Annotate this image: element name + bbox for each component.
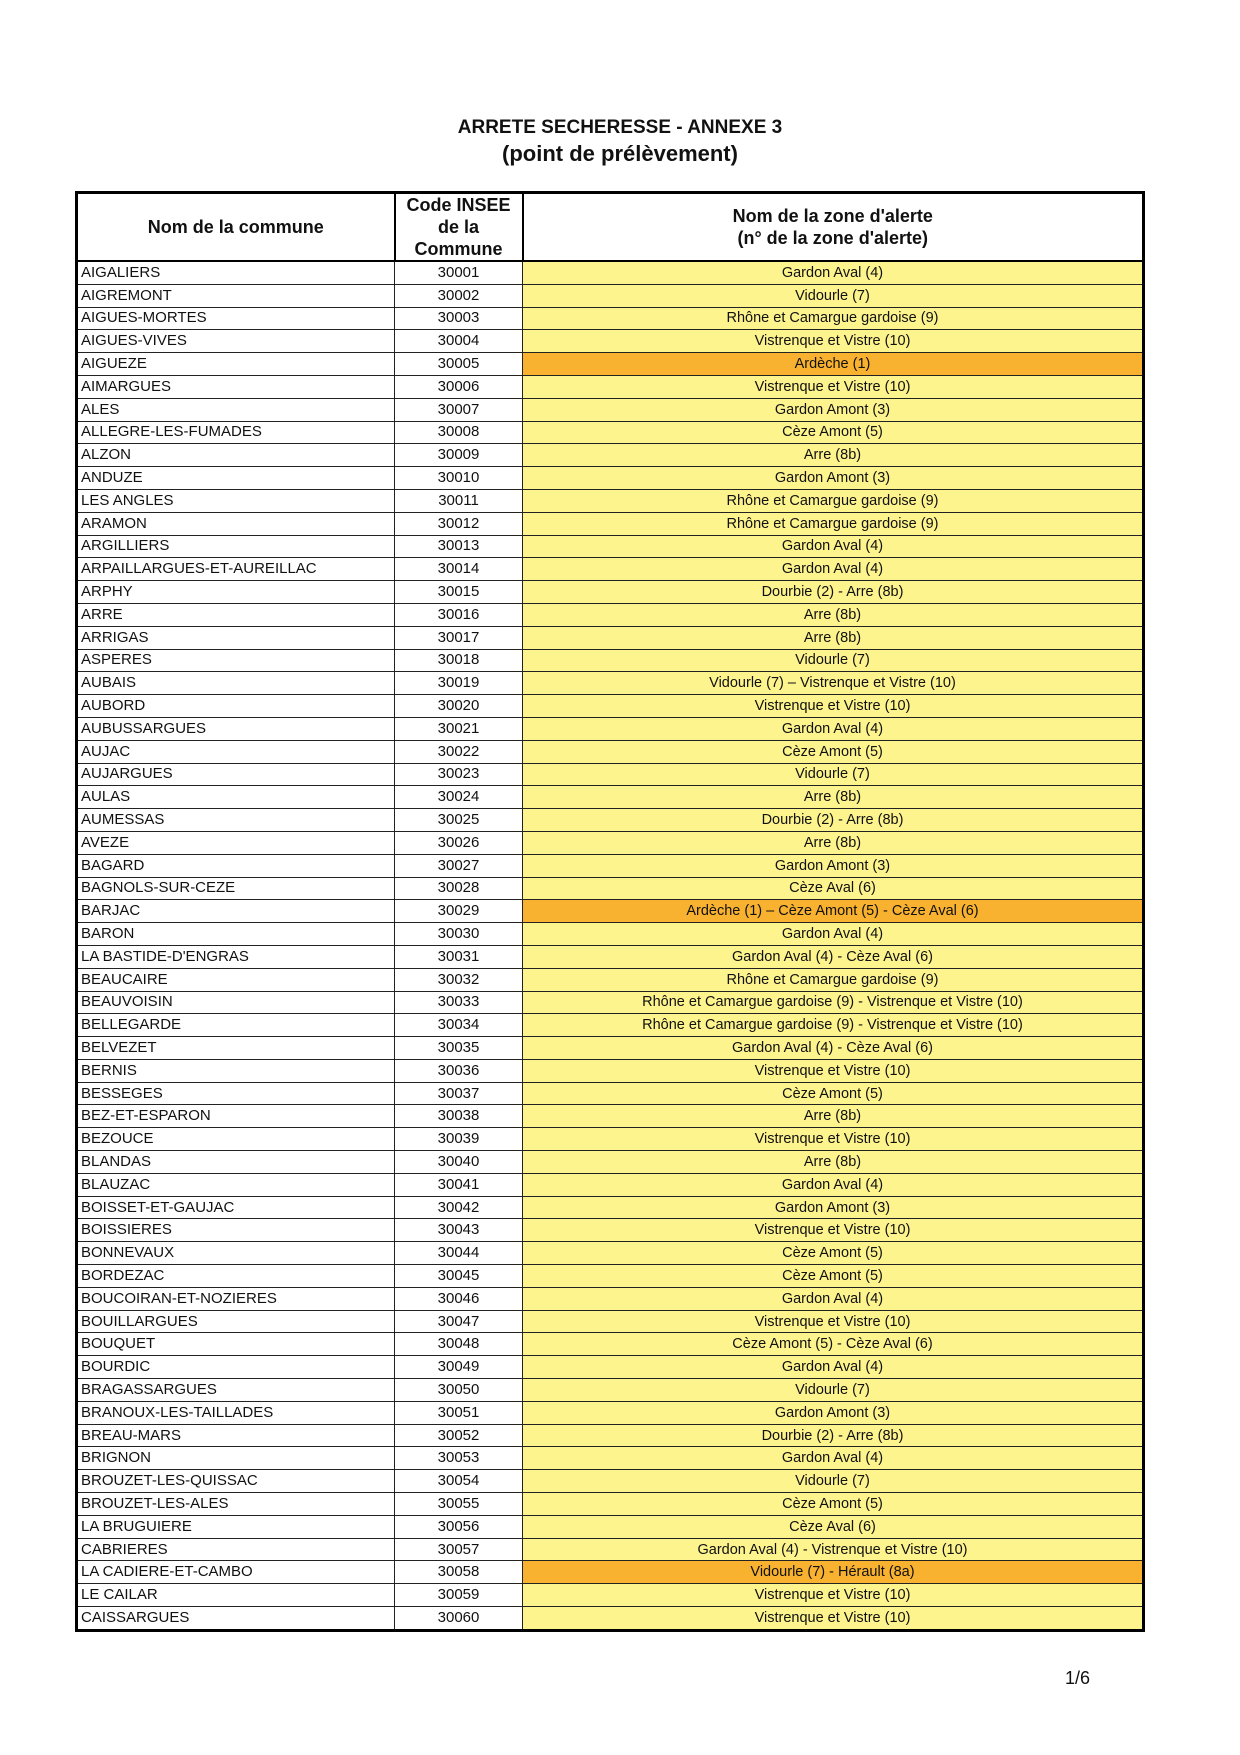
table-row [77, 1037, 1144, 1060]
commune-name-cell: LA BASTIDE-D'ENGRAS [77, 945, 395, 968]
code-insee-cell: 30002 [395, 284, 523, 307]
code-insee-cell: 30059 [395, 1584, 523, 1607]
alert-zone-cell: Rhône et Camargue gardoise (9) [523, 968, 1144, 991]
table-row [77, 535, 1144, 558]
commune-name-cell: BORDEZAC [77, 1265, 395, 1288]
document-subtitle: (point de prélèvement) [502, 141, 738, 166]
alert-zone-cell: Rhône et Camargue gardoise (9) [523, 489, 1144, 512]
alert-zone-cell: Gardon Amont (3) [523, 854, 1144, 877]
table-row [77, 626, 1144, 649]
header-code-line2: de la [437, 217, 480, 237]
page-number: 1/6 [1065, 1668, 1091, 1688]
code-insee-cell: 30005 [395, 353, 523, 376]
commune-name-cell: AIMARGUES [77, 375, 395, 398]
code-insee-cell: 30042 [395, 1196, 523, 1219]
commune-name-cell: ASPERES [77, 649, 395, 672]
alert-zone-cell: Vistrenque et Vistre (10) [523, 1219, 1144, 1242]
commune-name-cell: BREAU-MARS [77, 1424, 395, 1447]
alert-zone-cell: Cèze Amont (5) [523, 421, 1144, 444]
alert-zone-cell: Gardon Aval (4) [523, 261, 1144, 284]
table-row [77, 1105, 1144, 1128]
table-row [77, 1538, 1144, 1561]
header-zone-line1: Nom de la zone d'alerte [732, 206, 933, 226]
table-row [77, 695, 1144, 718]
code-insee-cell: 30015 [395, 581, 523, 604]
table-row [77, 1424, 1144, 1447]
commune-name-cell: ARGILLIERS [77, 535, 395, 558]
table-row [77, 1607, 1144, 1631]
commune-name-cell: BOISSET-ET-GAUJAC [77, 1196, 395, 1219]
alert-zone-cell: Arre (8b) [523, 626, 1144, 649]
alert-zone-cell: Arre (8b) [523, 444, 1144, 467]
code-insee-cell: 30037 [395, 1082, 523, 1105]
table-row [77, 1493, 1144, 1516]
commune-name-cell: BOISSIERES [77, 1219, 395, 1242]
code-insee-cell: 30001 [395, 261, 523, 284]
alert-zone-cell: Gardon Aval (4) [523, 1356, 1144, 1379]
alert-zone-cell: Dourbie (2) - Arre (8b) [523, 581, 1144, 604]
table-row [77, 489, 1144, 512]
commune-name-cell: ALES [77, 398, 395, 421]
commune-name-cell: AUBAIS [77, 672, 395, 695]
table-row [77, 945, 1144, 968]
code-insee-cell: 30030 [395, 923, 523, 946]
alert-zone-cell: Cèze Amont (5) [523, 1493, 1144, 1516]
commune-name-cell: BONNEVAUX [77, 1242, 395, 1265]
code-insee-cell: 30047 [395, 1310, 523, 1333]
alert-zone-cell: Rhône et Camargue gardoise (9) [523, 307, 1144, 330]
commune-name-cell: BELLEGARDE [77, 1014, 395, 1037]
code-insee-cell: 30044 [395, 1242, 523, 1265]
code-insee-cell: 30036 [395, 1059, 523, 1082]
alert-zone-cell: Gardon Aval (4) [523, 717, 1144, 740]
code-insee-cell: 30043 [395, 1219, 523, 1242]
code-insee-cell: 30023 [395, 763, 523, 786]
table-row [77, 1470, 1144, 1493]
commune-name-cell: AIGUES-MORTES [77, 307, 395, 330]
code-insee-cell: 30020 [395, 695, 523, 718]
alert-zone-cell: Vistrenque et Vistre (10) [523, 1607, 1144, 1631]
table-row [77, 603, 1144, 626]
table-row [77, 1401, 1144, 1424]
commune-name-cell: BERNIS [77, 1059, 395, 1082]
commune-name-cell: AUBUSSARGUES [77, 717, 395, 740]
table-row [77, 1265, 1144, 1288]
table-row [77, 672, 1144, 695]
commune-name-cell: BLANDAS [77, 1151, 395, 1174]
table-row [77, 307, 1144, 330]
code-insee-cell: 30018 [395, 649, 523, 672]
alert-zone-cell: Gardon Amont (3) [523, 1196, 1144, 1219]
code-insee-cell: 30038 [395, 1105, 523, 1128]
alert-zone-table [75, 191, 1145, 1632]
commune-name-cell: BEZOUCE [77, 1128, 395, 1151]
table-row [77, 261, 1144, 284]
code-insee-cell: 30045 [395, 1265, 523, 1288]
table-row [77, 1515, 1144, 1538]
code-insee-cell: 30028 [395, 877, 523, 900]
commune-name-cell: BEAUVOISIN [77, 991, 395, 1014]
alert-zone-cell: Rhône et Camargue gardoise (9) - Vistrenque et Vistre (10) [523, 1014, 1144, 1037]
table-row [77, 1379, 1144, 1402]
code-insee-cell: 30057 [395, 1538, 523, 1561]
header-zone-line2: (n° de la zone d'alerte) [737, 228, 928, 248]
alert-zone-cell: Vidourle (7) [523, 1379, 1144, 1402]
code-insee-cell: 30014 [395, 558, 523, 581]
table-row [77, 1333, 1144, 1356]
alert-zone-cell: Vidourle (7) [523, 763, 1144, 786]
alert-zone-cell: Gardon Aval (4) [523, 535, 1144, 558]
table-row [77, 398, 1144, 421]
code-insee-cell: 30040 [395, 1151, 523, 1174]
commune-name-cell: CAISSARGUES [77, 1607, 395, 1631]
header-commune-label: Nom de la commune [147, 217, 324, 237]
header-zone [523, 193, 1144, 262]
table-row [77, 877, 1144, 900]
code-insee-cell: 30049 [395, 1356, 523, 1379]
code-insee-cell: 30056 [395, 1515, 523, 1538]
commune-name-cell: BEAUCAIRE [77, 968, 395, 991]
code-insee-cell: 30031 [395, 945, 523, 968]
alert-zone-cell: Cèze Amont (5) [523, 1242, 1144, 1265]
alert-zone-cell: Cèze Amont (5) [523, 1082, 1144, 1105]
alert-zone-cell: Ardèche (1) – Cèze Amont (5) - Cèze Aval (6) [523, 900, 1144, 923]
table-row [77, 1219, 1144, 1242]
commune-name-cell: AIGUEZE [77, 353, 395, 376]
table-row [77, 1242, 1144, 1265]
code-insee-cell: 30046 [395, 1287, 523, 1310]
alert-zone-cell: Cèze Aval (6) [523, 1515, 1144, 1538]
alert-zone-cell: Vistrenque et Vistre (10) [523, 1584, 1144, 1607]
alert-zone-cell: Cèze Amont (5) [523, 1265, 1144, 1288]
alert-zone-cell: Gardon Amont (3) [523, 1401, 1144, 1424]
alert-zone-cell: Rhône et Camargue gardoise (9) [523, 512, 1144, 535]
alert-zone-cell: Vistrenque et Vistre (10) [523, 330, 1144, 353]
alert-zone-cell: Vidourle (7) [523, 1470, 1144, 1493]
alert-zone-cell: Gardon Aval (4) - Vistrenque et Vistre (10) [523, 1538, 1144, 1561]
table-row [77, 1173, 1144, 1196]
table-row [77, 1310, 1144, 1333]
alert-zone-cell: Gardon Aval (4) [523, 558, 1144, 581]
commune-name-cell: AUJAC [77, 740, 395, 763]
commune-name-cell: BELVEZET [77, 1037, 395, 1060]
table-row [77, 353, 1144, 376]
commune-name-cell: BRIGNON [77, 1447, 395, 1470]
code-insee-cell: 30022 [395, 740, 523, 763]
code-insee-cell: 30054 [395, 1470, 523, 1493]
alert-zone-cell: Vidourle (7) – Vistrenque et Vistre (10) [523, 672, 1144, 695]
code-insee-cell: 30055 [395, 1493, 523, 1516]
code-insee-cell: 30017 [395, 626, 523, 649]
table-row [77, 1059, 1144, 1082]
table-row [77, 649, 1144, 672]
alert-zone-cell: Gardon Aval (4) [523, 1287, 1144, 1310]
commune-name-cell: AIGREMONT [77, 284, 395, 307]
commune-name-cell: BROUZET-LES-QUISSAC [77, 1470, 395, 1493]
table-body [77, 261, 1144, 1630]
table-row [77, 1447, 1144, 1470]
code-insee-cell: 30041 [395, 1173, 523, 1196]
commune-name-cell: AUJARGUES [77, 763, 395, 786]
commune-name-cell: AUMESSAS [77, 809, 395, 832]
code-insee-cell: 30050 [395, 1379, 523, 1402]
table-row [77, 854, 1144, 877]
code-insee-cell: 30035 [395, 1037, 523, 1060]
table-row [77, 1151, 1144, 1174]
commune-name-cell: AIGALIERS [77, 261, 395, 284]
commune-name-cell: ARPHY [77, 581, 395, 604]
alert-zone-cell: Vistrenque et Vistre (10) [523, 1059, 1144, 1082]
commune-name-cell: BARJAC [77, 900, 395, 923]
alert-zone-cell: Ardèche (1) [523, 353, 1144, 376]
commune-name-cell: BOUILLARGUES [77, 1310, 395, 1333]
code-insee-cell: 30048 [395, 1333, 523, 1356]
alert-zone-cell: Gardon Aval (4) [523, 923, 1144, 946]
alert-zone-cell: Cèze Amont (5) - Cèze Aval (6) [523, 1333, 1144, 1356]
alert-zone-cell: Arre (8b) [523, 786, 1144, 809]
commune-name-cell: ARPAILLARGUES-ET-AUREILLAC [77, 558, 395, 581]
code-insee-cell: 30052 [395, 1424, 523, 1447]
table-row [77, 581, 1144, 604]
commune-name-cell: BRANOUX-LES-TAILLADES [77, 1401, 395, 1424]
code-insee-cell: 30033 [395, 991, 523, 1014]
table-row [77, 512, 1144, 535]
code-insee-cell: 30016 [395, 603, 523, 626]
alert-zone-cell: Vistrenque et Vistre (10) [523, 1128, 1144, 1151]
alert-zone-cell: Gardon Amont (3) [523, 398, 1144, 421]
code-insee-cell: 30032 [395, 968, 523, 991]
commune-name-cell: ARAMON [77, 512, 395, 535]
table-row [77, 900, 1144, 923]
alert-zone-cell: Gardon Amont (3) [523, 467, 1144, 490]
header-commune [77, 193, 395, 262]
code-insee-cell: 30025 [395, 809, 523, 832]
commune-name-cell: LA CADIERE-ET-CAMBO [77, 1561, 395, 1584]
code-insee-cell: 30003 [395, 307, 523, 330]
code-insee-cell: 30026 [395, 831, 523, 854]
code-insee-cell: 30013 [395, 535, 523, 558]
code-insee-cell: 30051 [395, 1401, 523, 1424]
table-row [77, 1561, 1144, 1584]
alert-zone-cell: Gardon Aval (4) - Cèze Aval (6) [523, 1037, 1144, 1060]
code-insee-cell: 30009 [395, 444, 523, 467]
table-row [77, 1082, 1144, 1105]
table-header-row [77, 193, 1144, 262]
table-row [77, 375, 1144, 398]
alert-zone-cell: Arre (8b) [523, 1105, 1144, 1128]
document-title: ARRETE SECHERESSE - ANNEXE 3 [457, 117, 783, 138]
table-row [77, 1584, 1144, 1607]
alert-zone-cell: Gardon Aval (4) - Cèze Aval (6) [523, 945, 1144, 968]
commune-name-cell: ARRIGAS [77, 626, 395, 649]
alert-zone-cell: Vistrenque et Vistre (10) [523, 695, 1144, 718]
code-insee-cell: 30008 [395, 421, 523, 444]
table-row [77, 330, 1144, 353]
table-row [77, 763, 1144, 786]
code-insee-cell: 30011 [395, 489, 523, 512]
table-row [77, 467, 1144, 490]
table-row [77, 740, 1144, 763]
table-row [77, 1196, 1144, 1219]
alert-zone-cell: Arre (8b) [523, 831, 1144, 854]
code-insee-cell: 30060 [395, 1607, 523, 1631]
header-code-line1: Code INSEE [406, 195, 511, 215]
commune-name-cell: AULAS [77, 786, 395, 809]
alert-zone-cell: Arre (8b) [523, 1151, 1144, 1174]
alert-zone-cell: Vidourle (7) - Hérault (8a) [523, 1561, 1144, 1584]
code-insee-cell: 30034 [395, 1014, 523, 1037]
commune-name-cell: LA BRUGUIERE [77, 1515, 395, 1538]
code-insee-cell: 30053 [395, 1447, 523, 1470]
table-row [77, 558, 1144, 581]
alert-zone-cell: Vistrenque et Vistre (10) [523, 1310, 1144, 1333]
code-insee-cell: 30007 [395, 398, 523, 421]
table-row [77, 831, 1144, 854]
commune-name-cell: BESSEGES [77, 1082, 395, 1105]
table-row [77, 421, 1144, 444]
commune-name-cell: ARRE [77, 603, 395, 626]
table-row [77, 284, 1144, 307]
alert-zone-cell: Vidourle (7) [523, 649, 1144, 672]
header-code-insee [395, 193, 523, 262]
commune-name-cell: BOUCOIRAN-ET-NOZIERES [77, 1287, 395, 1310]
code-insee-cell: 30021 [395, 717, 523, 740]
commune-name-cell: BROUZET-LES-ALES [77, 1493, 395, 1516]
alert-zone-cell: Cèze Amont (5) [523, 740, 1144, 763]
alert-zone-cell: Arre (8b) [523, 603, 1144, 626]
table-row [77, 809, 1144, 832]
commune-name-cell: BAGNOLS-SUR-CEZE [77, 877, 395, 900]
commune-name-cell: BOUQUET [77, 1333, 395, 1356]
table-row [77, 786, 1144, 809]
code-insee-cell: 30027 [395, 854, 523, 877]
commune-name-cell: ANDUZE [77, 467, 395, 490]
code-insee-cell: 30004 [395, 330, 523, 353]
commune-name-cell: AVEZE [77, 831, 395, 854]
table-row [77, 1014, 1144, 1037]
code-insee-cell: 30029 [395, 900, 523, 923]
code-insee-cell: 30024 [395, 786, 523, 809]
commune-name-cell: BEZ-ET-ESPARON [77, 1105, 395, 1128]
alert-zone-cell: Vidourle (7) [523, 284, 1144, 307]
alert-zone-cell: Dourbie (2) - Arre (8b) [523, 1424, 1144, 1447]
table-row [77, 991, 1144, 1014]
commune-name-cell: BARON [77, 923, 395, 946]
commune-name-cell: BOURDIC [77, 1356, 395, 1379]
code-insee-cell: 30058 [395, 1561, 523, 1584]
table-row [77, 923, 1144, 946]
commune-name-cell: BAGARD [77, 854, 395, 877]
table-row [77, 444, 1144, 467]
commune-name-cell: CABRIERES [77, 1538, 395, 1561]
code-insee-cell: 30039 [395, 1128, 523, 1151]
table-row [77, 968, 1144, 991]
alert-zone-cell: Dourbie (2) - Arre (8b) [523, 809, 1144, 832]
commune-name-cell: LES ANGLES [77, 489, 395, 512]
code-insee-cell: 30019 [395, 672, 523, 695]
commune-name-cell: AIGUES-VIVES [77, 330, 395, 353]
commune-name-cell: BLAUZAC [77, 1173, 395, 1196]
alert-zone-cell: Gardon Aval (4) [523, 1173, 1144, 1196]
table-row [77, 1128, 1144, 1151]
table-row [77, 1356, 1144, 1379]
commune-name-cell: ALZON [77, 444, 395, 467]
commune-name-cell: LE CAILAR [77, 1584, 395, 1607]
code-insee-cell: 30012 [395, 512, 523, 535]
commune-name-cell: ALLEGRE-LES-FUMADES [77, 421, 395, 444]
table-row [77, 717, 1144, 740]
alert-zone-cell: Vistrenque et Vistre (10) [523, 375, 1144, 398]
alert-zone-cell: Cèze Aval (6) [523, 877, 1144, 900]
table-row [77, 1287, 1144, 1310]
commune-name-cell: AUBORD [77, 695, 395, 718]
code-insee-cell: 30006 [395, 375, 523, 398]
header-code-line3: Commune [414, 239, 503, 259]
alert-zone-cell: Gardon Aval (4) [523, 1447, 1144, 1470]
code-insee-cell: 30010 [395, 467, 523, 490]
alert-zone-cell: Rhône et Camargue gardoise (9) - Vistrenque et Vistre (10) [523, 991, 1144, 1014]
commune-name-cell: BRAGASSARGUES [77, 1379, 395, 1402]
